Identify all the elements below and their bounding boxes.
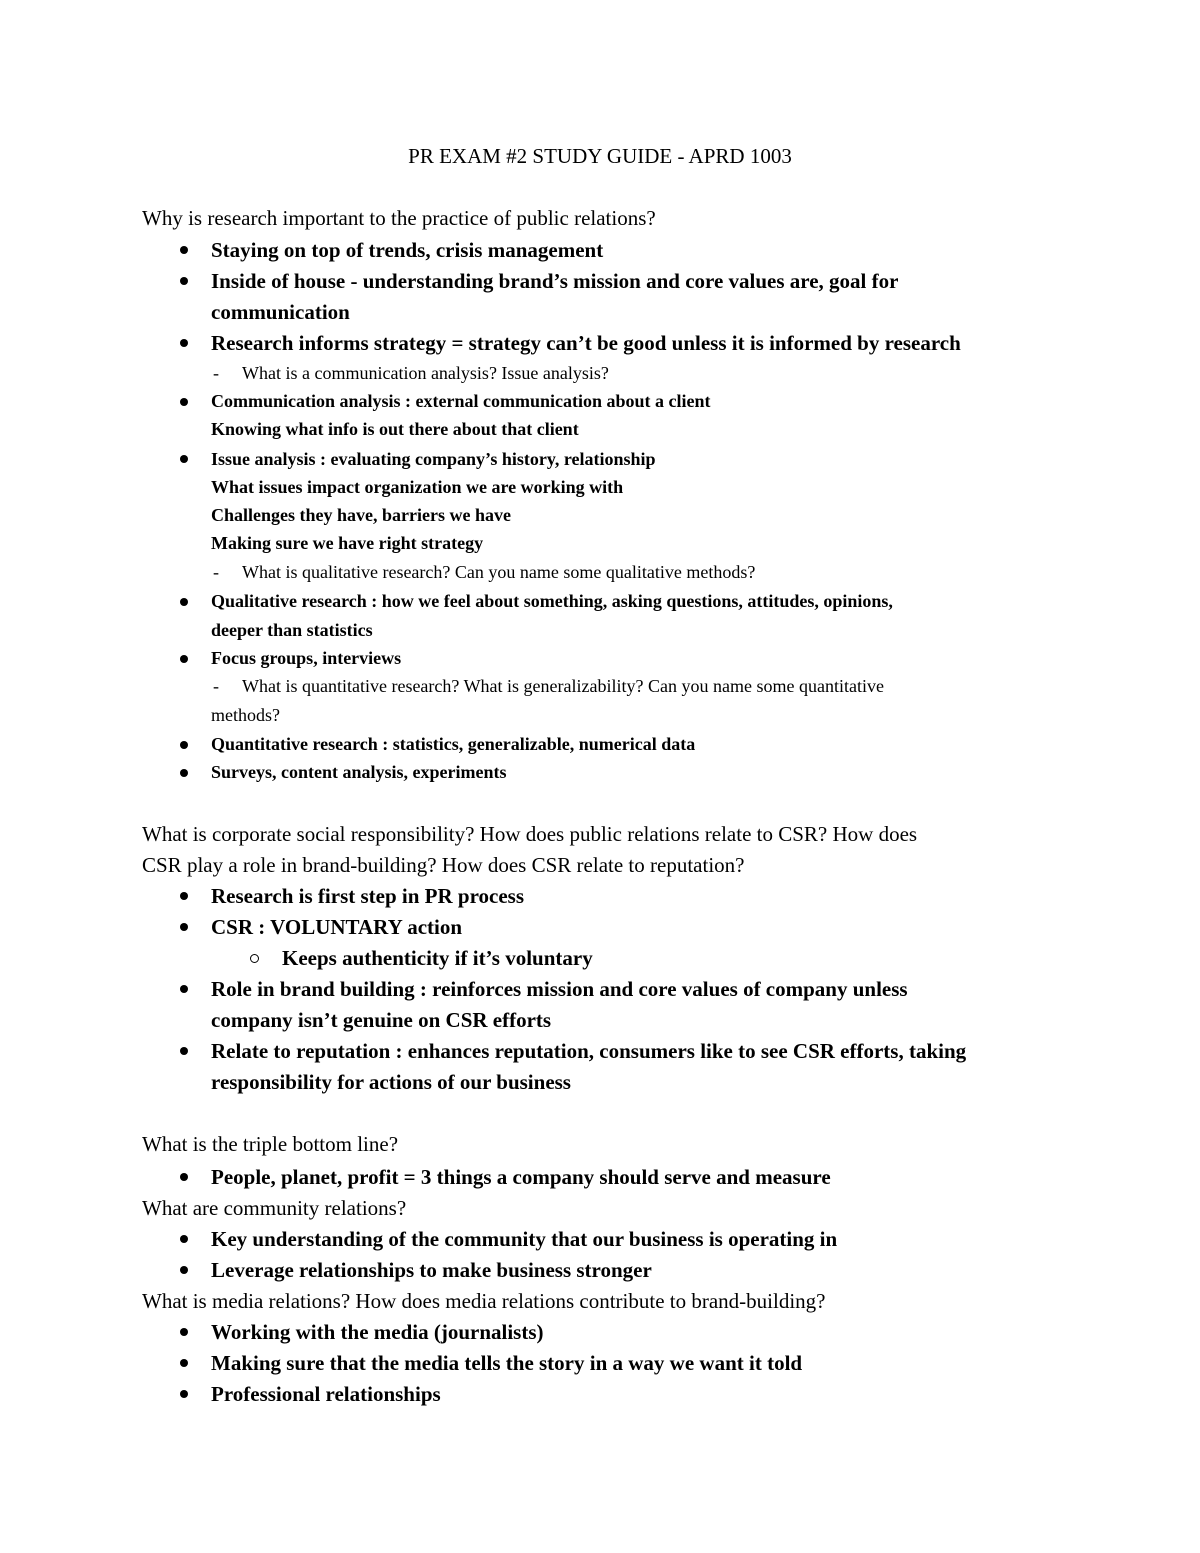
bullet-icon <box>180 1390 188 1398</box>
bullet-icon <box>180 339 188 347</box>
list-item-continuation: deeper than statistics <box>211 620 373 640</box>
bullet-icon <box>180 892 188 900</box>
list-item: Surveys, content analysis, experiments <box>211 762 507 782</box>
list-item-continuation: Challenges they have, barriers we have <box>211 505 511 525</box>
list-item-continuation: Making sure we have right strategy <box>211 533 484 553</box>
list-item: Quantitative research : statistics, generalizable, numerical data <box>211 734 696 754</box>
list-item: Staying on top of trends, crisis management <box>211 238 604 262</box>
bullet-icon <box>180 1047 188 1055</box>
dash-marker: - <box>213 363 219 383</box>
question-community-relations: What are community relations? <box>142 1196 407 1220</box>
question-triple-bottom-line: What is the triple bottom line? <box>142 1132 399 1156</box>
list-item: Qualitative research : how we feel about something, asking questions, attitudes, opinions, <box>211 591 893 611</box>
list-item: Key understanding of the community that our business is operating in <box>211 1227 838 1251</box>
list-item-continuation: communication <box>211 300 350 324</box>
list-item: Making sure that the media tells the story in a way we want it told <box>211 1351 803 1375</box>
list-item: Research is first step in PR process <box>211 884 525 908</box>
bullet-icon <box>180 769 188 777</box>
bullet-icon <box>180 923 188 931</box>
question-media-relations: What is media relations? How does media relations contribute to brand-building? <box>142 1289 826 1313</box>
bullet-icon <box>180 598 188 606</box>
list-item: Leverage relationships to make business stronger <box>211 1258 652 1282</box>
bullet-icon <box>180 1173 188 1181</box>
list-item: Working with the media (journalists) <box>211 1320 544 1344</box>
list-item-continuation: What issues impact organization we are working with <box>211 477 624 497</box>
hollow-bullet-icon <box>250 954 259 963</box>
bullet-icon <box>180 1328 188 1336</box>
bullet-icon <box>180 1359 188 1367</box>
list-item: Issue analysis : evaluating company’s history, relationship <box>211 449 656 469</box>
list-item-continuation: Knowing what info is out there about that client <box>211 419 579 439</box>
bullet-icon <box>180 1235 188 1243</box>
bullet-icon <box>180 246 188 254</box>
sub-question-continuation: methods? <box>211 705 280 725</box>
list-item: CSR : VOLUNTARY action <box>211 915 463 939</box>
list-item: Relate to reputation : enhances reputation, consumers like to see CSR efforts, taking <box>211 1039 967 1063</box>
bullet-icon <box>180 985 188 993</box>
sub-list-item: Keeps authenticity if it’s voluntary <box>282 946 593 970</box>
bullet-icon <box>180 655 188 663</box>
question-csr-continuation: CSR play a role in brand-building? How does CSR relate to reputation? <box>142 853 745 877</box>
list-item-continuation: company isn’t genuine on CSR efforts <box>211 1008 552 1032</box>
list-item: Focus groups, interviews <box>211 648 402 668</box>
sub-question: What is quantitative research? What is generalizability? Can you name some quantitative <box>242 676 884 696</box>
dash-marker: - <box>213 676 219 696</box>
bullet-icon <box>180 398 188 406</box>
list-item: Communication analysis : external communication about a client <box>211 391 711 411</box>
question-research: Why is research important to the practice of public relations? <box>142 206 656 230</box>
list-item-continuation: responsibility for actions of our business <box>211 1070 571 1094</box>
sub-question: What is a communication analysis? Issue analysis? <box>242 363 609 383</box>
question-csr: What is corporate social responsibility? How does public relations relate to CSR? How does <box>142 822 918 846</box>
list-item: People, planet, profit = 3 things a company should serve and measure <box>211 1165 831 1189</box>
dash-marker: - <box>213 562 219 582</box>
list-item: Professional relationships <box>211 1382 441 1406</box>
bullet-icon <box>180 455 188 463</box>
list-item: Role in brand building : reinforces mission and core values of company unless <box>211 977 908 1001</box>
bullet-icon <box>180 741 188 749</box>
list-item: Research informs strategy = strategy can’t be good unless it is informed by research <box>211 331 961 355</box>
bullet-icon <box>180 277 188 285</box>
bullet-icon <box>180 1266 188 1274</box>
sub-question: What is qualitative research? Can you name some qualitative methods? <box>242 562 756 582</box>
page-title: PR EXAM #2 STUDY GUIDE - APRD 1003 <box>408 144 792 168</box>
list-item: Inside of house - understanding brand’s mission and core values are, goal for <box>211 269 899 293</box>
